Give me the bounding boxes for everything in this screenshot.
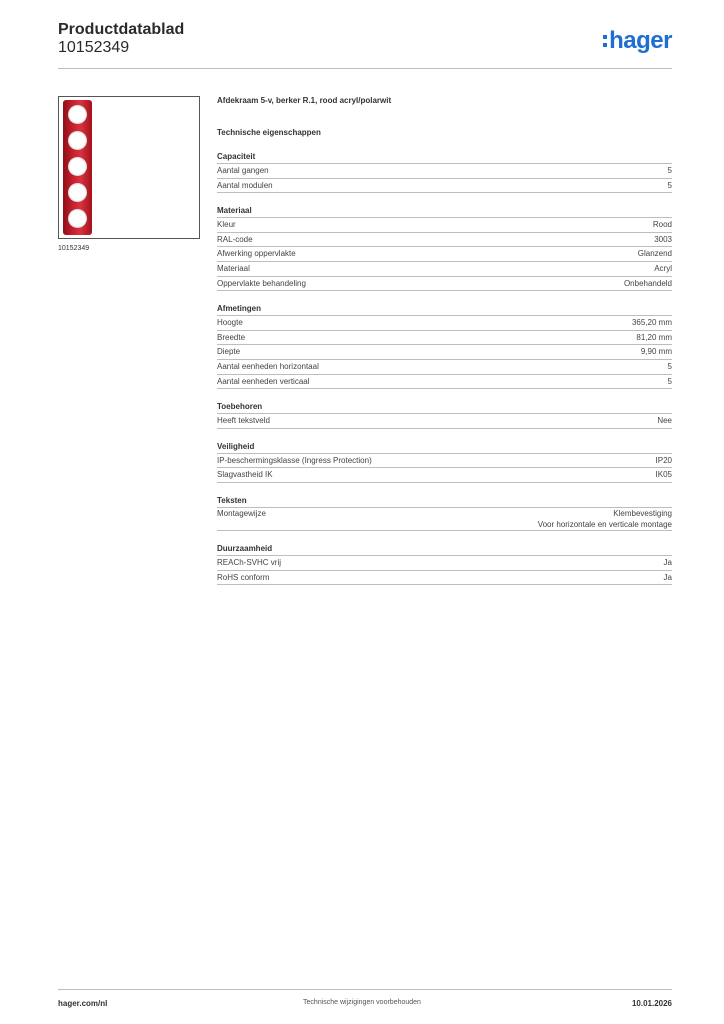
spec-value: Onbehandeld: [623, 278, 672, 288]
spec-label: Slagvastheid IK: [217, 470, 273, 480]
technical-properties-heading: Technische eigenschappen: [217, 128, 321, 137]
spec-row: [217, 556, 672, 571]
logo-text: hager: [609, 27, 672, 54]
spec-label: Montagewijze: [217, 508, 266, 518]
spec-row: [217, 454, 672, 469]
footer-divider: [58, 989, 672, 990]
section-title: Veiligheid: [217, 442, 672, 454]
spec-value: 365,20 mm: [631, 318, 672, 328]
spec-label: Breedte: [217, 332, 246, 342]
logo-dot-icon: [603, 43, 607, 47]
socket-opening-icon: [68, 209, 87, 228]
spec-value: IP20: [655, 455, 672, 465]
spec-row: [217, 331, 672, 346]
spec-label: Kleur: [217, 220, 236, 230]
spec-row: [217, 414, 672, 429]
spec-value: Acryl: [654, 263, 672, 273]
spec-row: [217, 508, 672, 531]
header-divider: [58, 68, 672, 69]
spec-row: [217, 375, 672, 390]
spec-value: 5: [667, 166, 672, 175]
spec-value: Rood: [652, 220, 672, 230]
spec-value: 81,20 mm: [636, 332, 672, 342]
spec-value: [538, 508, 672, 530]
spec-label: Diepte: [217, 347, 241, 357]
product-image-frame: [58, 96, 200, 239]
spec-row: [217, 164, 672, 179]
page-title: Productdatablad: [58, 21, 185, 38]
socket-opening-icon: [68, 183, 87, 202]
spec-row: [217, 262, 672, 277]
red-5-gang-frame-icon: [63, 100, 92, 235]
socket-opening-icon: [68, 157, 87, 176]
section-materiaal: [217, 206, 672, 291]
socket-opening-icon: [68, 105, 87, 124]
spec-value-line: Klembevestiging: [613, 508, 672, 518]
spec-row: [217, 571, 672, 586]
spec-row: [217, 218, 672, 233]
section-veiligheid: [217, 442, 672, 483]
section-title: Duurzaamheid: [217, 544, 672, 556]
product-image-label: 10152349: [58, 245, 90, 252]
section-afmetingen: [217, 304, 672, 389]
spec-row: [217, 233, 672, 248]
spec-row: [217, 468, 672, 483]
spec-label: REACh-SVHC vrij: [217, 557, 282, 567]
hager-logo: [609, 27, 672, 55]
spec-content: [217, 96, 672, 598]
spec-row: [217, 179, 672, 194]
spec-label: Oppervlakte behandeling: [217, 278, 306, 288]
spec-label: Aantal eenheden horizontaal: [217, 361, 319, 371]
spec-label: IP-beschermingsklasse (Ingress Protection): [217, 455, 372, 465]
spec-value: 5: [667, 180, 672, 190]
spec-row: [217, 360, 672, 375]
section-duurzaamheid: [217, 544, 672, 585]
product-name: Afdekraam 5-v, berker R.1, rood acryl/polarwit: [217, 96, 392, 105]
spec-value: Ja: [663, 557, 672, 567]
section-title: Afmetingen: [217, 304, 672, 316]
spec-row: [217, 247, 672, 262]
spec-value: Glanzend: [637, 249, 672, 259]
section-title: Teksten: [217, 496, 672, 508]
socket-opening-icon: [68, 131, 87, 150]
footer-disclaimer: Technische wijzigingen voorbehouden: [303, 999, 421, 1006]
section-capaciteit: [217, 152, 672, 193]
spec-value: Nee: [657, 416, 672, 426]
spec-value: Ja: [663, 572, 672, 582]
spec-row: [217, 345, 672, 360]
section-title: Toebehoren: [217, 402, 672, 414]
spec-label: Afwerking oppervlakte: [217, 249, 296, 259]
spec-label: Aantal gangen: [217, 166, 269, 175]
spec-row: [217, 316, 672, 331]
spec-row: [217, 277, 672, 292]
spec-value: 3003: [654, 234, 672, 244]
spec-value-line: Voor horizontale en verticale montage: [537, 519, 672, 529]
spec-label: Materiaal: [217, 263, 250, 273]
spec-value: 5: [667, 376, 672, 386]
spec-label: RoHS conform: [217, 572, 270, 582]
product-code: 10152349: [58, 39, 130, 56]
spec-value: 5: [667, 361, 672, 371]
spec-label: Aantal eenheden verticaal: [217, 376, 310, 386]
section-title: Capaciteit: [217, 152, 672, 164]
spec-label: Heeft tekstveld: [217, 416, 270, 426]
section-teksten: [217, 496, 672, 531]
spec-label: RAL-code: [217, 234, 253, 244]
spec-label: Aantal modulen: [217, 180, 273, 190]
spec-label: Hoogte: [217, 318, 243, 328]
section-toebehoren: [217, 402, 672, 429]
section-title: Materiaal: [217, 206, 672, 218]
spec-value: IK05: [655, 470, 672, 480]
footer-website-link[interactable]: hager.com/nl: [58, 999, 108, 1008]
footer-date: 10.01.2026: [631, 999, 672, 1008]
logo-dot-icon: [603, 35, 607, 39]
spec-value: 9,90 mm: [640, 347, 672, 357]
